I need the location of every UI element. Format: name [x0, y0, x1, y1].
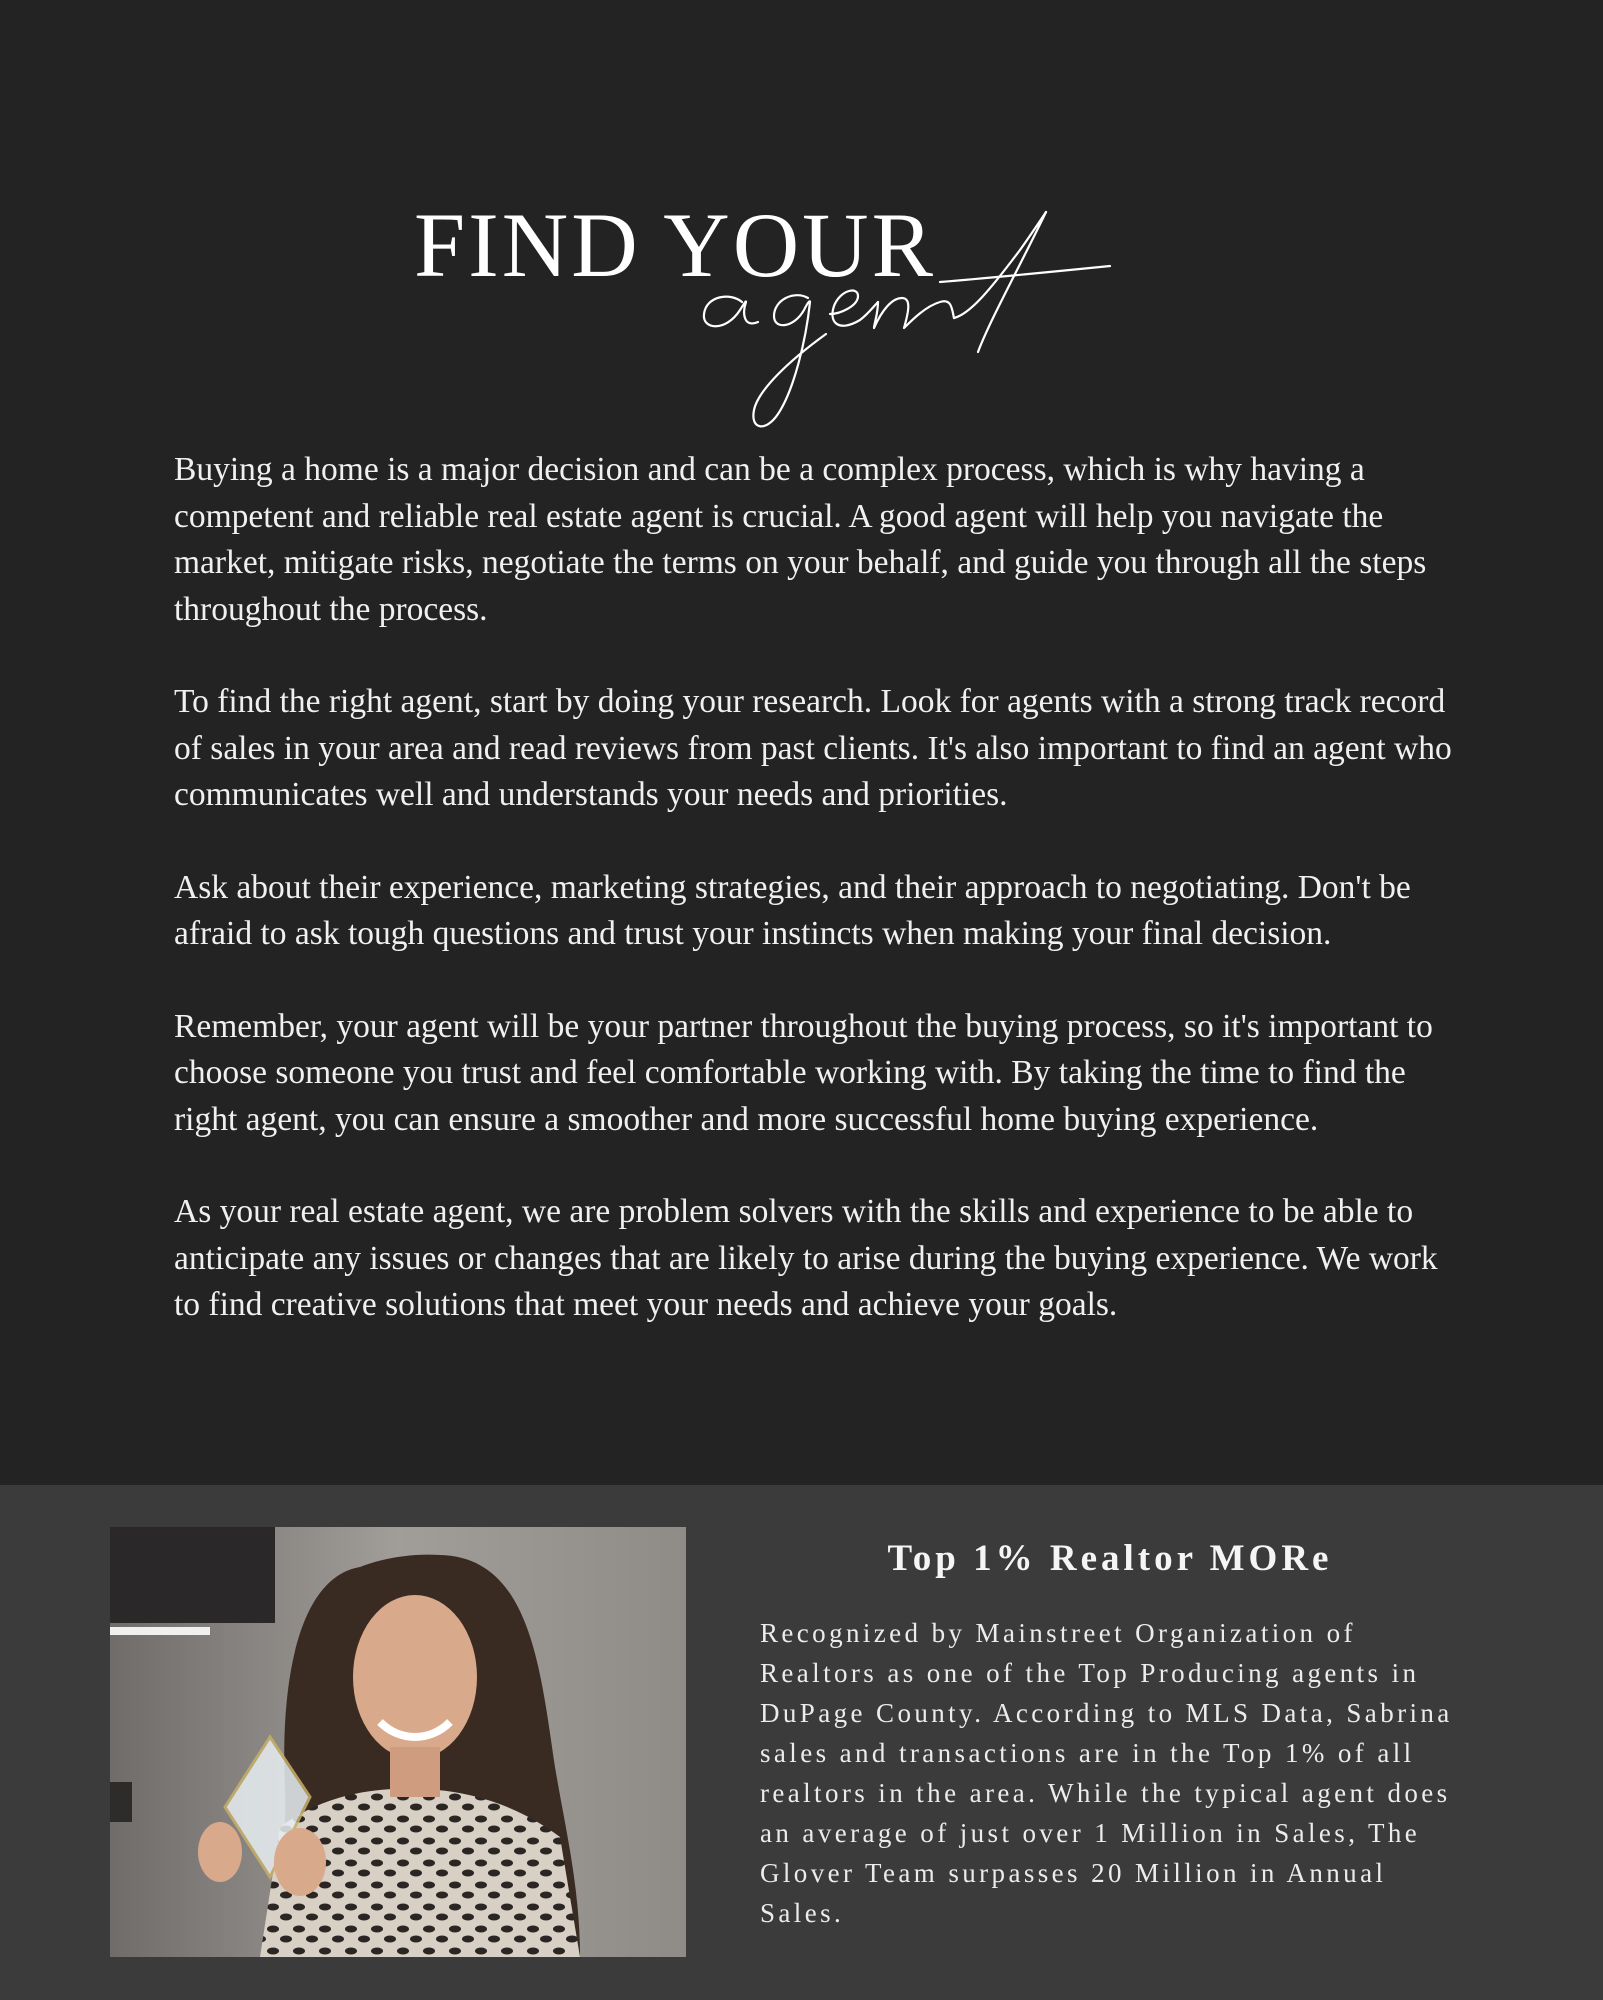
paragraph-3: Ask about their experience, marketing strategies, and their approach to negotiating. Don't be afraid to ask tough questions and trust your instincts when making your final decision.: [174, 868, 1411, 952]
script-agent-label: [700, 250, 701, 251]
award-description: Recognized by Mainstreet Organization of Realtors as one of the Top Producing agents in DuPage County. According to MLS Data, Sabrina sales and transactions are in the Top 1% of all realtors in the area. While the typical agent does an average of just over 1 Million in Sales, The Glover Team surpasses 20 Million in Annual Sales.: [760, 1618, 1453, 1928]
page-title: FIND YOUR: [414, 194, 936, 296]
script-agent-wordmark: [690, 210, 1130, 440]
paragraph-2: To find the right agent, start by doing your research. Look for agents with a strong track record of sales in your area and read reviews from past clients. It's also important to find an agent who communicates well and understands your needs and priorities.: [174, 683, 1452, 813]
agent-photo: [110, 1527, 686, 1957]
paragraph-5: As your real estate agent, we are problem solvers with the skills and experience to be able to anticipate any issues or changes that are likely to arise during the buying experience. We work to find creative solutions that meet your needs and achieve your goals.: [174, 1193, 1438, 1323]
paragraph-1: Buying a home is a major decision and can be a complex process, which is why having a competent and reliable real estate agent is crucial. A good agent will help you navigate the market, mitigate risks, negotiate the terms on your behalf, and guide you through all the steps throughout the process.: [174, 451, 1427, 628]
body-copy: [174, 447, 1464, 1375]
heading-block: [0, 190, 1603, 440]
award-title: Top 1% Realtor MORe: [887, 1538, 1333, 1579]
paragraph-4: Remember, your agent will be your partner throughout the buying process, so it's important to choose someone you trust and feel comfortable working with. By taking the time to find the right agent, you can ensure a smoother and more successful home buying experience.: [174, 1007, 1433, 1138]
award-section: [0, 1485, 1603, 2000]
agent-photo-illustration: [110, 1527, 686, 1957]
